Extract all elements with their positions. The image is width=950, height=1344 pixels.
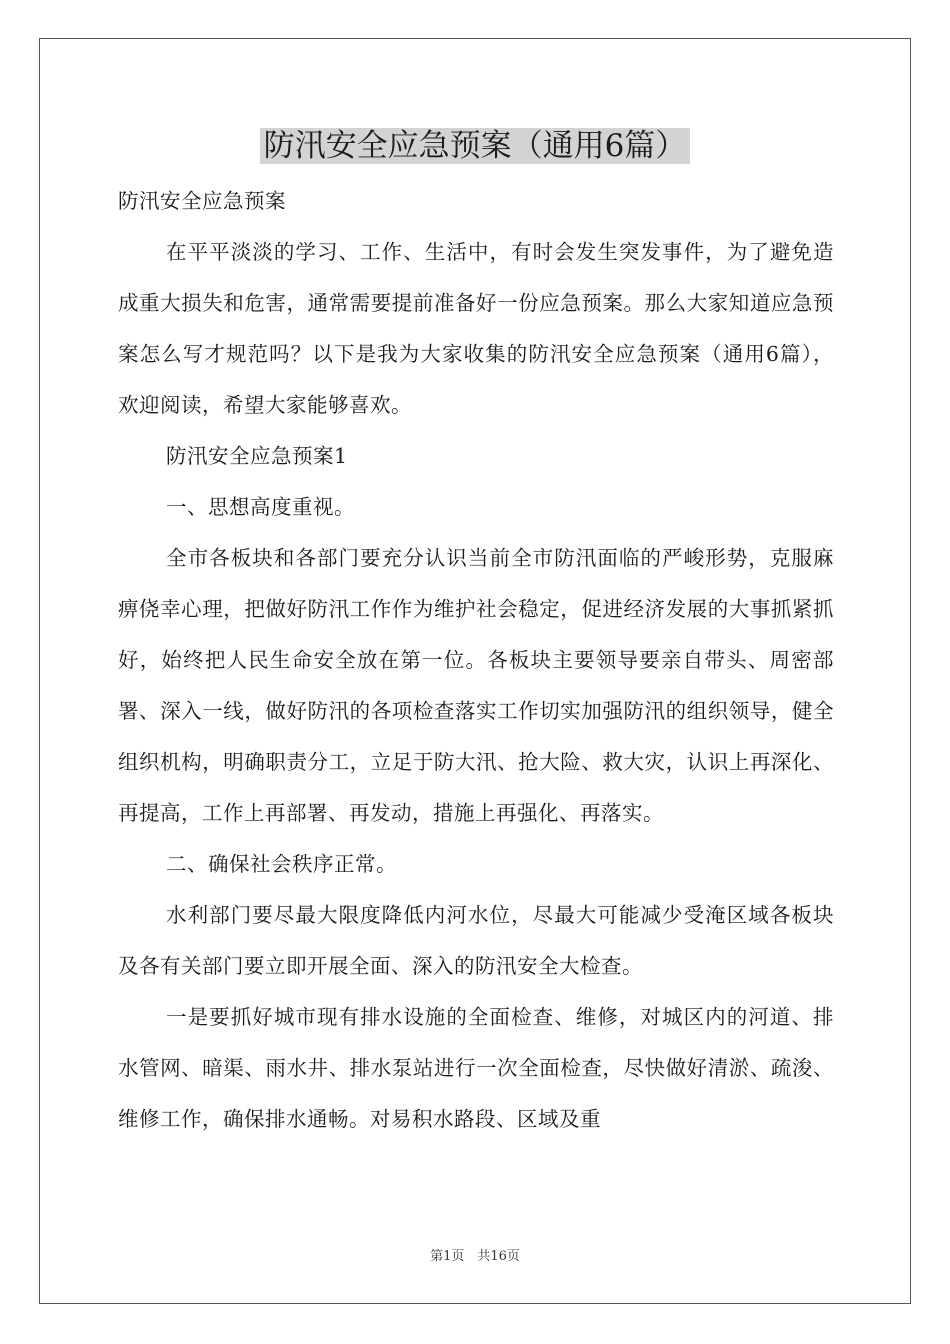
body-paragraph: 全市各板块和各部门要充分认识当前全市防汛面临的严峻形势，克服麻痹侥幸心理，把做好防汛工作作为维护社会稳定，促进经济发展的大事抓紧抓好，始终把人民生命安全放在第一位。各板块主要领导要亲自带头、周密部署、深入一线，做好防汛的各项检查落实工作切实加强防汛的组织领导，健全组织机构，明确职责分工，立足于防大汛、抢大险、救大灾，认识上再深化、再提高，工作上再部署、再发动，措施上再强化、再落实。 [118,546,834,825]
point-heading: 一、思想高度重视。 [166,495,355,519]
document-title-text: 防汛安全应急预案（通用6篇） [260,128,691,164]
document-title [0,122,950,170]
section-heading: 防汛安全应急预案1 [166,444,348,468]
point-heading: 二、确保社会秩序正常。 [166,852,397,876]
body-paragraph: 一是要抓好城市现有排水设施的全面检查、维修，对城区内的河道、排水管网、暗渠、雨水井、排水泵站进行一次全面检查，尽快做好清淤、疏浚、维修工作，确保排水通畅。对易积水路段、区域及重 [118,1005,834,1131]
document-body [118,176,834,1145]
intro-paragraph: 在平平淡淡的学习、工作、生活中，有时会发生突发事件，为了避免造成重大损失和危害，通常需要提前准备好一份应急预案。那么大家知道应急预案怎么写才规范吗？以下是我为大家收集的防汛安全应急预案（通用6篇），欢迎阅读，希望大家能够喜欢。 [118,240,834,417]
document-subtitle: 防汛安全应急预案 [118,189,286,213]
page-number: 第1页 共16页 [430,1249,520,1264]
page-footer [0,1245,950,1264]
body-paragraph: 水利部门要尽最大限度降低内河水位，尽最大可能减少受淹区域各板块及各有关部门要立即开展全面、深入的防汛安全大检查。 [118,903,834,978]
